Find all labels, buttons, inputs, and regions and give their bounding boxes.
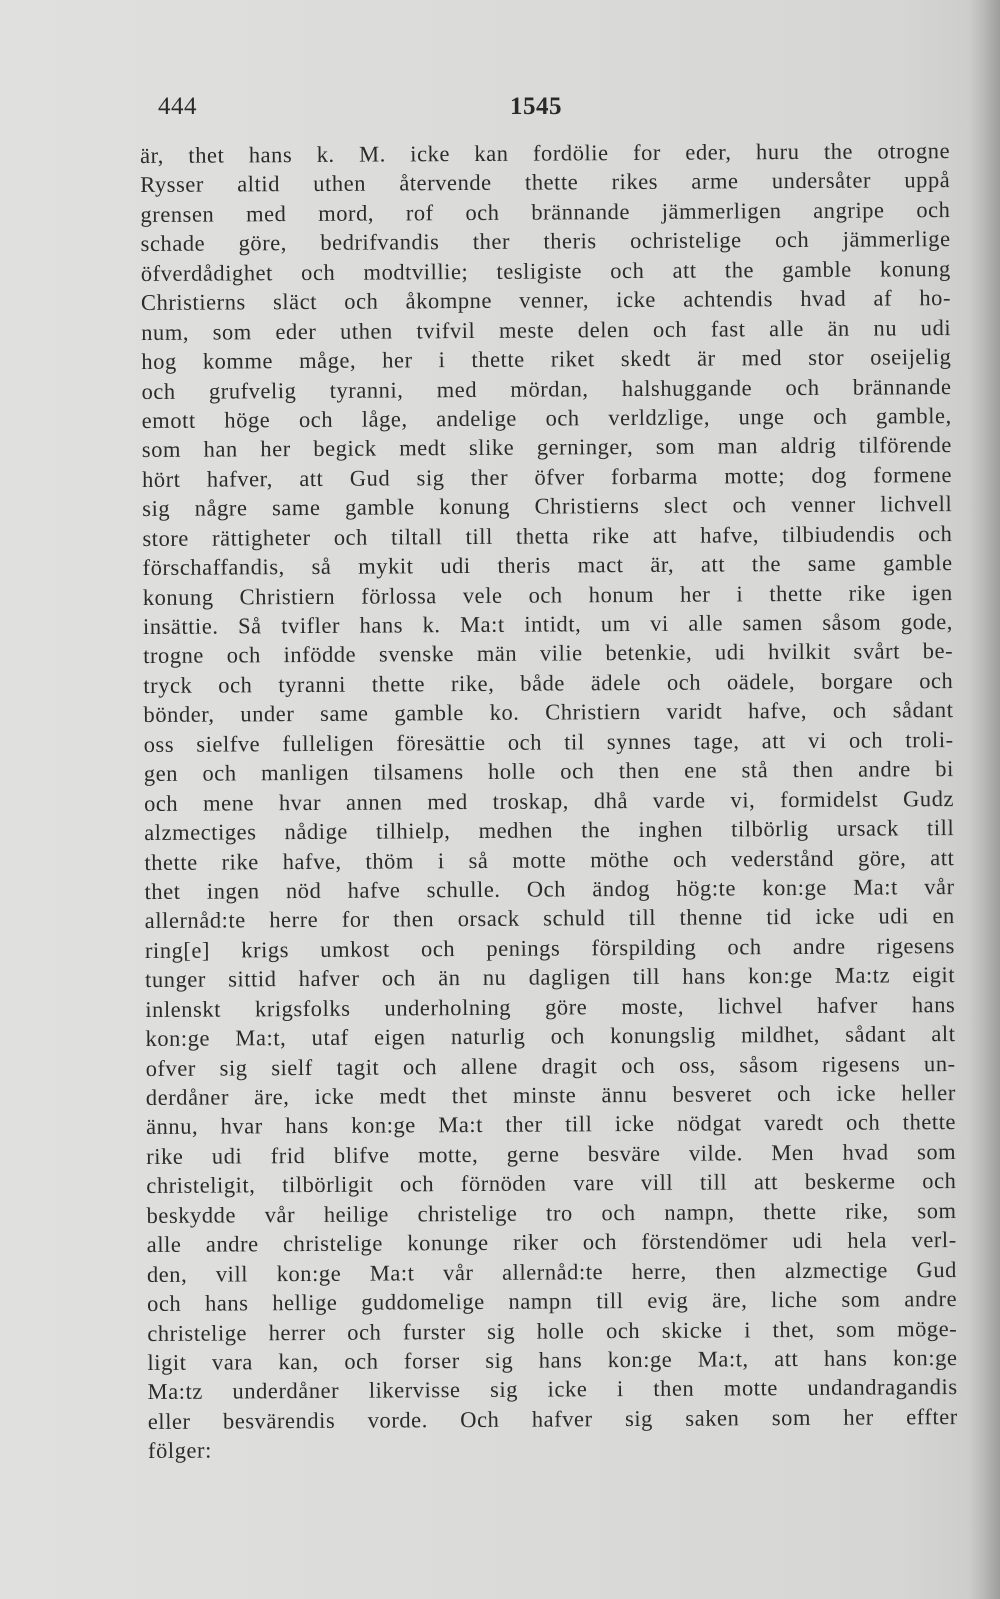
text-line: christeligit, tilbörligit och förnöden vare vill till att beskerme och bbox=[146, 1168, 957, 1199]
text-line: schade göre, bedrifvandis ther theris ochristelige och jämmerlige bbox=[140, 226, 951, 257]
text-line: hog komme måge, her i thette riket skedt är med stor oseijelig bbox=[141, 344, 952, 375]
text-line: bönder, under same gamble ko. Christiern varidt hafve, och sådant bbox=[143, 697, 954, 728]
text-line: rike udi frid blifve motte, gerne besväre vilde. Men hvad som bbox=[146, 1138, 957, 1169]
text-line: ring[e] krigs umkost och penings förspilding och andre rigesens bbox=[144, 932, 956, 963]
text-line: allernåd:te herre for then orsack schuld till thenne tid icke udi en bbox=[144, 903, 955, 934]
text-line: kon:ge Ma:t, utaf eigen naturlig och konungslig mildhet, sådant alt bbox=[145, 1021, 956, 1052]
text-line: Ma:tz underdåner likervisse sig icke i then motte undandragandis bbox=[147, 1374, 958, 1405]
text-line: ännu, hvar hans kon:ge Ma:t ther till icke nödgat varedt och thette bbox=[145, 1109, 957, 1140]
text-line: insättie. Så tvifler hans k. Ma:t intidt, um vi alle samen såsom gode, bbox=[142, 609, 954, 639]
text-line: christelige herrer och furster sig holle och skicke i thet, som möge- bbox=[147, 1315, 958, 1346]
text-line: den, vill kon:ge Ma:t vår allernåd:te herre, then alzmectige Gud bbox=[146, 1256, 957, 1287]
text-line: beskydde vår heilige christelige tro och nampn, thette rike, som bbox=[146, 1197, 957, 1228]
text-line: fölger: bbox=[147, 1437, 212, 1464]
text-line: store rättigheter och tiltall till thetta rike att hafve, tilbiudendis och bbox=[142, 520, 953, 551]
text-line: derdåner äre, icke medt thet minste ännu besveret och icke heller bbox=[145, 1080, 956, 1110]
body-text bbox=[140, 136, 958, 1466]
running-head-year: 1545 bbox=[510, 93, 562, 120]
text-line: och hans hellige guddomelige nampn till evig äre, liche som andre bbox=[147, 1286, 958, 1317]
text-line: ofver sig sielf tagit och allene dragit och oss, såsom rigesens un- bbox=[145, 1050, 956, 1081]
text-line: emott höge och låge, andelige och verldzlige, unge och gamble, bbox=[141, 402, 952, 433]
text-line: num, som eder uthen tvifvil meste delen och fast alle än nu udi bbox=[141, 314, 952, 345]
text-line: alle andre christelige konunge riker och förstendömer udi hela verl- bbox=[146, 1227, 957, 1258]
text-line: hört hafver, att Gud sig ther öfver forbarma motte; dog formene bbox=[141, 461, 953, 492]
text-line: alzmectiges nådige tilhielp, medhen the inghen tilbörlig ursack till bbox=[144, 815, 955, 846]
text-line: tryck och tyranni thette rike, både ädele och oädele, borgare och bbox=[143, 667, 954, 698]
text-line: öfverdådighet och modtvillie; tesligiste och att the gamble konung bbox=[140, 255, 951, 286]
text-line: Rysser altid uthen återvende thette rikes arme undersåter uppå bbox=[140, 167, 951, 198]
page-edge-shadow bbox=[968, 0, 1000, 1599]
text-line: ligit vara kan, och forser sig hans kon:ge Ma:t, att hans kon:ge bbox=[147, 1344, 958, 1375]
text-line: som han her begick medt slike gerninger, som man aldrig tilförende bbox=[141, 432, 952, 463]
text-line: gen och manligen tilsamens holle och then ene stå then andre bi bbox=[143, 756, 954, 787]
page-header bbox=[158, 93, 958, 127]
text-line: grensen med mord, rof och brännande jämmerligen angripe och bbox=[140, 196, 951, 227]
text-line: thette rike hafve, thöm i så motte möthe och vederstånd göre, att bbox=[144, 844, 955, 875]
text-line: eller besvärendis vorde. Och hafver sig saken som her effter bbox=[147, 1403, 958, 1434]
text-line: och mene hvar annen med troskap, dhå varde vi, formidelst Gudz bbox=[143, 785, 955, 816]
text-line: thet ingen nöd hafve schulle. Och ändog hög:te kon:ge Ma:t vår bbox=[144, 873, 955, 904]
text-line: tunger sittid hafver och än nu dagligen till hans kon:ge Ma:tz eigit bbox=[145, 962, 956, 993]
text-line: sig någre same gamble konung Christierns slect och venner lichvell bbox=[142, 491, 953, 522]
text-line: är, thet hans k. M. icke kan fordölie for eder, huru the otrogne bbox=[140, 138, 951, 168]
page-number: 444 bbox=[158, 93, 197, 120]
text-line: inlenskt krigsfolks underholning göre moste, lichvel hafver hans bbox=[145, 991, 956, 1022]
text-line: och grufvelig tyranni, med mördan, halshuggande och brännande bbox=[141, 373, 952, 404]
text-line: konung Christiern förlossa vele och honum her i thette rike igen bbox=[142, 579, 953, 610]
text-line: trogne och infödde svenske män vilie betenkie, udi hvilkit svårt be- bbox=[143, 638, 954, 669]
text-line: Christierns släct och åkompne venner, icke achtendis hvad af ho- bbox=[140, 285, 952, 316]
text-line: förschaffandis, så mykit udi theris mact är, att the same gamble bbox=[142, 550, 953, 581]
text-line: oss sielfve fulleligen föresättie och til synnes tage, att vi och troli- bbox=[143, 726, 954, 757]
